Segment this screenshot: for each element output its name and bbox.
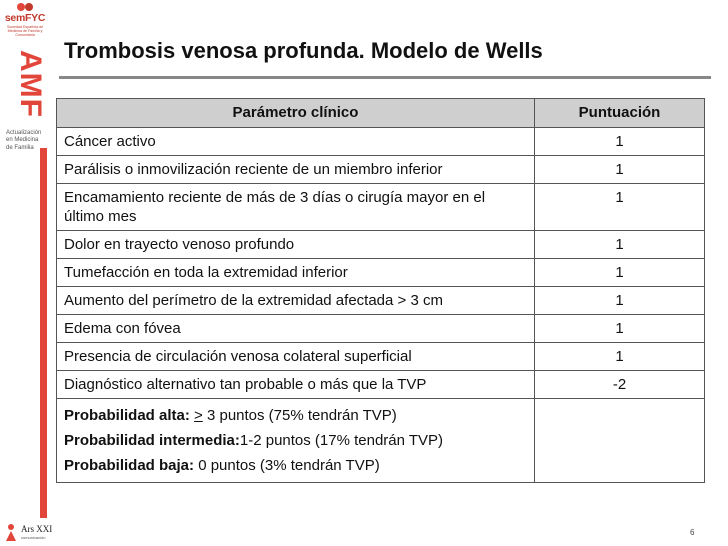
page-title: Trombosis venosa profunda. Modelo de Wells <box>64 38 543 63</box>
row-score: -2 <box>535 371 705 399</box>
header-score: Puntuación <box>535 99 705 128</box>
semfyc-tagline: Sociedad Española de Medicina de Familia y Comunitaria <box>7 25 43 37</box>
row-parameter: Aumento del perímetro de la extremidad afectada > 3 cm <box>57 287 535 315</box>
row-parameter: Edema con fóvea <box>57 315 535 343</box>
table-row <box>57 259 705 287</box>
sidebar-branding <box>0 0 53 546</box>
publisher-name: Ars XXI <box>21 524 53 534</box>
row-parameter: Diagnóstico alternativo tan probable o más que la TVP <box>57 371 535 399</box>
table-row <box>57 287 705 315</box>
table-row <box>57 343 705 371</box>
amf-mark: AMF <box>14 50 47 118</box>
table-header-row <box>57 99 705 128</box>
row-score: 1 <box>535 259 705 287</box>
row-parameter: Tumefacción en toda la extremidad inferior <box>57 259 535 287</box>
row-score: 1 <box>535 287 705 315</box>
semfyc-logo <box>2 2 48 36</box>
table-row <box>57 231 705 259</box>
amf-subtitle-line: en Medicina <box>6 137 39 144</box>
probability-low <box>64 453 527 478</box>
page-number: 6 <box>690 528 695 537</box>
table-row <box>57 184 705 231</box>
row-score: 1 <box>535 231 705 259</box>
table-row <box>57 371 705 399</box>
greater-equal-symbol: > <box>194 407 203 424</box>
header-parameter: Parámetro clínico <box>57 99 535 128</box>
probability-mid-text: 1-2 puntos (17% tendrán TVP) <box>239 432 444 449</box>
row-score: 1 <box>535 128 705 156</box>
semfyc-name: semFYC <box>4 12 46 24</box>
probability-empty-cell <box>535 399 705 483</box>
probability-low-label: Probabilidad baja: <box>64 457 195 474</box>
row-score: 1 <box>535 343 705 371</box>
row-parameter: Dolor en trayecto venoso profundo <box>57 231 535 259</box>
table-row <box>57 128 705 156</box>
probability-low-text: 0 puntos (3% tendrán TVP) <box>194 457 380 474</box>
probability-summary <box>57 399 535 483</box>
probability-high-text: 3 puntos (75% tendrán TVP) <box>202 407 397 424</box>
row-parameter: Cáncer activo <box>57 128 535 156</box>
title-divider <box>59 76 711 79</box>
amf-subtitle-line: Actualización <box>6 130 42 136</box>
amf-subtitle-line: de Familia <box>6 144 34 151</box>
probability-mid-label: Probabilidad intermedia: <box>64 432 240 449</box>
table-row <box>57 315 705 343</box>
probability-mid <box>64 428 527 453</box>
probability-row <box>57 399 705 483</box>
amf-brand <box>7 44 47 124</box>
row-parameter: Encamamiento reciente de más de 3 días o cirugía mayor en el último mes <box>57 184 535 231</box>
row-parameter: Parálisis o inmovilización reciente de un miembro inferior <box>57 156 535 184</box>
probability-high-label: Probabilidad alta: <box>64 407 190 424</box>
row-score: 1 <box>535 315 705 343</box>
row-parameter: Presencia de circulación venosa colateral superficial <box>57 343 535 371</box>
person-icon <box>4 523 18 541</box>
accent-bar <box>40 148 47 518</box>
semfyc-mark-icon <box>16 2 34 12</box>
wells-table <box>56 98 705 483</box>
publisher-logo <box>4 522 56 544</box>
table-row <box>57 156 705 184</box>
row-score: 1 <box>535 156 705 184</box>
row-score: 1 <box>535 184 705 231</box>
publisher-sub: comunicación <box>21 535 46 540</box>
probability-high <box>64 403 527 428</box>
